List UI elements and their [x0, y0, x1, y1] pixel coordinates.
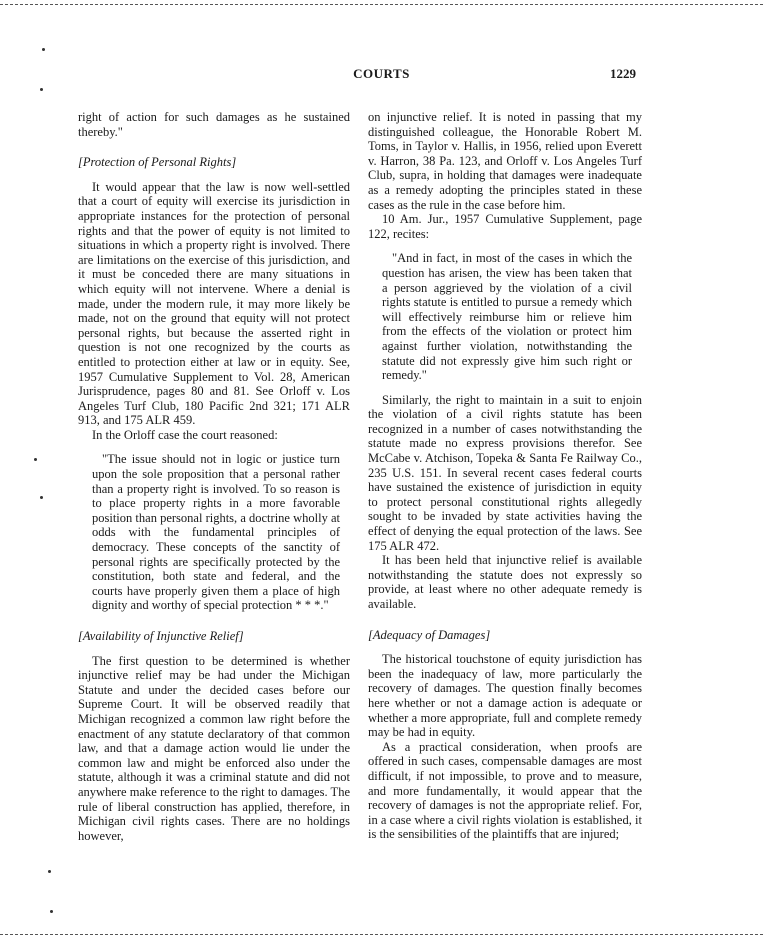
- scan-speck: [40, 88, 43, 91]
- quote-text: "The issue should not in logic or justice turn upon the sole proposition that a personal rather than a property right is involved. To so reason is to place property rights in a more favorable position than personal rights, a doctrine wholly at odds with the fundamental principles of democracy. These concepts of the sanctity of personal rights are specifically protected by the constitution, both state and federal, and the courts have properly given them a place of high dignity and worthy of special protection * * *.": [92, 452, 340, 613]
- paragraph: Similarly, the right to maintain in a suit to enjoin the violation of a civil rights statute has been recognized in a number of cases notwithstanding the statute made no express provisions therefor. See McCabe v. Atchison, Topeka & Santa Fe Railway Co., 235 U.S. 151. In several recent cases federal courts have sustained the existence of jurisdiction in equity to protect personal constitutional rights allegedly sought to be invaded by state activities having the effect of denying the equal protection of the laws. See 175 ALR 472.: [368, 392, 642, 553]
- section-heading: [Adequacy of Damages]: [368, 627, 491, 642]
- block-quote: [382, 251, 632, 382]
- paragraph: It would appear that the law is now well-settled that a court of equity will exercise its jurisdiction in appropriate instances for the protection of personal rights and that the power of equity is not limited to situations in which a property right is involved. There are limitations on the exercise of this jurisdiction, and it must be conceded there are many situations in which equity will not intervene. Where a denial is made, under the modern rule, it may more likely be made, not on the ground that equity will not protect personal rights, but because the asserted right in question is not one recognized by the courts as entitled to protection either at law or in equity. See, 1957 Cumulative Supplement to Vol. 28, American Jurisprudence, pages 80 and 81. See Orloff v. Los Angeles Turf Club, 180 Pacific 2nd 321; 171 ALR 913, and 175 ALR 459.: [78, 179, 350, 428]
- paragraph: In the Orloff case the court reasoned:: [92, 427, 278, 442]
- paragraph: The historical touchstone of equity jurisdiction has been the inadequacy of law, more particularly the recovery of damages. The question finally becomes here whether or not a damage action is adequate or whether a more appropriate, full and complete remedy may be had in equity.: [368, 652, 642, 740]
- top-scan-edge: [0, 4, 763, 5]
- paragraph: The first question to be determined is whether injunctive relief may be had under the Michigan Statute and under the decided cases before our Supreme Court. It will be observed readily that Michigan recognized a common law right before the enactment of any statute declaratory of that common law, and that a damage action would lie under the common law and might be enforced also under the statute, although it was a criminal statute and did not anywhere make reference to the right to damages. The rule of liberal construction has applied, therefore, in Michigan civil rights cases. There are no holdings however,: [78, 653, 350, 843]
- bottom-scan-edge: [0, 934, 763, 935]
- section-heading: [Availability of Injunctive Relief]: [78, 629, 244, 643]
- scan-speck: [50, 910, 53, 913]
- scan-speck: [48, 870, 51, 873]
- block-quote: [92, 452, 340, 613]
- scan-speck: [40, 496, 43, 499]
- paragraph: 10 Am. Jur., 1957 Cumulative Supplement, page 122, recites:: [368, 212, 642, 241]
- running-header: COURTS: [353, 66, 410, 81]
- quote-text: "And in fact, in most of the cases in which the question has arisen, the view has been taken that a person aggrieved by the violation of a civil rights statute is entitled to pursue a remedy which will effectively reimburse him or relieve him from the effects of the violation or protect him against further violation, notwithstanding the statute did not expressly give him such right or remedy.": [382, 251, 632, 383]
- paragraph: It has been held that injunctive relief is available notwithstanding the statute does not expressly so provide, at least where no other adequate remedy is available.: [368, 553, 642, 611]
- scan-speck: [42, 48, 45, 51]
- paragraph: on injunctive relief. It is noted in passing that my distinguished colleague, the Honorable Robert M. Toms, in Taylor v. Hallis, in 1956, relied upon Everett v. Harron, 38 Pa. 123, and Orloff v. Los Angeles Turf Club, supra, in holding that damages were inadequate as a remedy adopting the principles stated in these cases as the rule in the case before him.: [368, 110, 642, 212]
- paragraph: As a practical consideration, when proofs are offered in such cases, compensable damages are most difficult, if not impossible, to prove and to measure, and more fundamentally, it would appear that the recovery of damages is not the appropriate relief. For, in a case where a civil rights violation is established, it is the sensibilities of the plaintiffs that are injured;: [368, 739, 642, 842]
- paragraph: right of action for such damages as he sustained thereby.": [78, 110, 350, 139]
- page-number: 1229: [610, 66, 636, 81]
- right-column: [368, 110, 642, 842]
- left-column: [78, 110, 350, 843]
- section-heading: [Protection of Personal Rights]: [78, 155, 237, 170]
- scan-speck: [34, 458, 37, 461]
